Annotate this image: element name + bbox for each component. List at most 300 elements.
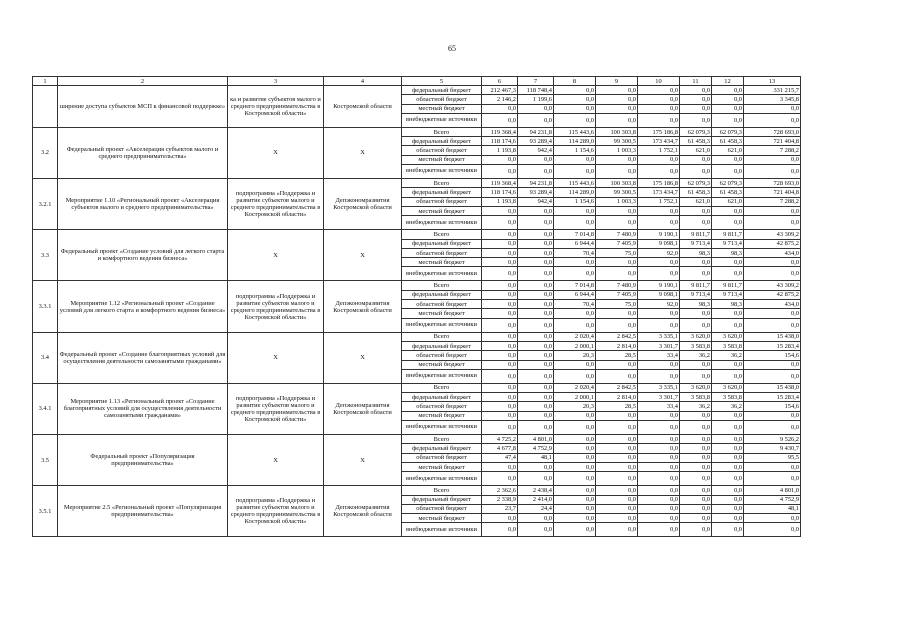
- funding-source: федеральный бюджет: [402, 290, 482, 299]
- amount-cell: 0,0: [518, 393, 554, 402]
- measure-name: Мероприятие 1.12 «Региональный проект «Создание условий для легкого старта и комфортного ведения бизнеса»: [58, 281, 228, 332]
- amount-cell: 621,0: [712, 197, 744, 206]
- funding-source: местный бюджет: [402, 206, 482, 215]
- amount-cell: 0,0: [638, 309, 680, 318]
- amount-cell: 95,5: [744, 453, 801, 462]
- column-number: 10: [638, 77, 680, 86]
- amount-cell: 0,0: [554, 369, 596, 383]
- amount-cell: 2 000,1: [554, 341, 596, 350]
- program-name: Х: [228, 435, 324, 486]
- amount-cell: 0,0: [482, 411, 518, 420]
- amount-cell: 119 368,4: [482, 179, 518, 188]
- amount-cell: 3 620,0: [712, 383, 744, 392]
- program-name: Х: [228, 127, 324, 178]
- amount-cell: 62 079,3: [680, 179, 712, 188]
- amount-cell: 0,0: [518, 104, 554, 113]
- amount-cell: 100 303,8: [596, 127, 638, 136]
- amount-cell: 0,0: [482, 383, 518, 392]
- amount-cell: 9 713,4: [680, 290, 712, 299]
- amount-cell: 621,0: [680, 197, 712, 206]
- amount-cell: 1 193,8: [482, 197, 518, 206]
- amount-cell: 3 335,1: [638, 383, 680, 392]
- amount-cell: 0,0: [554, 216, 596, 230]
- amount-cell: 0,0: [712, 514, 744, 523]
- executor-name: Депэкономразвития Костромской области: [324, 281, 402, 332]
- amount-cell: 0,0: [712, 258, 744, 267]
- amount-cell: 0,0: [744, 369, 801, 383]
- amount-cell: 2 414,0: [518, 495, 554, 504]
- amount-cell: 98,3: [712, 300, 744, 309]
- amount-cell: 434,0: [744, 248, 801, 257]
- amount-cell: 721 404,8: [744, 188, 801, 197]
- amount-cell: 0,0: [482, 402, 518, 411]
- amount-cell: 0,0: [596, 113, 638, 127]
- amount-cell: 75,0: [596, 300, 638, 309]
- amount-cell: 0,0: [482, 155, 518, 164]
- amount-cell: 942,4: [518, 197, 554, 206]
- funding-source: областной бюджет: [402, 504, 482, 513]
- amount-cell: 1 752,1: [638, 197, 680, 206]
- amount-cell: 3 345,8: [744, 95, 801, 104]
- amount-cell: 24,4: [518, 504, 554, 513]
- funding-source: местный бюджет: [402, 360, 482, 369]
- amount-cell: 0,0: [482, 113, 518, 127]
- amount-cell: 0,0: [518, 369, 554, 383]
- amount-cell: 0,0: [680, 523, 712, 537]
- amount-cell: 92,0: [638, 300, 680, 309]
- amount-cell: 9 713,4: [680, 239, 712, 248]
- amount-cell: 0,0: [518, 239, 554, 248]
- funding-source: федеральный бюджет: [402, 188, 482, 197]
- amount-cell: 0,0: [518, 360, 554, 369]
- amount-cell: 98,3: [712, 248, 744, 257]
- amount-cell: 0,0: [554, 472, 596, 486]
- amount-cell: 0,0: [744, 309, 801, 318]
- amount-cell: 9 526,2: [744, 435, 801, 444]
- amount-cell: 0,0: [680, 360, 712, 369]
- column-number: 9: [596, 77, 638, 86]
- funding-source: внебюджетные источники: [402, 421, 482, 435]
- amount-cell: 0,0: [638, 267, 680, 281]
- amount-cell: 0,0: [680, 444, 712, 453]
- funding-source: внебюджетные источники: [402, 113, 482, 127]
- amount-cell: 0,0: [554, 411, 596, 420]
- program-name: подпрограмма «Поддержка и развитие субъектов малого и среднего предпринимательства в Костромской области»: [228, 486, 324, 537]
- amount-cell: 7 014,8: [554, 281, 596, 290]
- amount-cell: 0,0: [554, 421, 596, 435]
- amount-cell: 728 693,0: [744, 127, 801, 136]
- row-id: 3.5.1: [33, 486, 58, 537]
- row-id: 3.4.1: [33, 383, 58, 434]
- amount-cell: 0,0: [638, 86, 680, 95]
- amount-cell: 0,0: [518, 383, 554, 392]
- amount-cell: 1 193,8: [482, 146, 518, 155]
- amount-cell: 114 289,0: [554, 137, 596, 146]
- amount-cell: 0,0: [638, 113, 680, 127]
- amount-cell: 0,0: [482, 360, 518, 369]
- amount-cell: 0,0: [680, 155, 712, 164]
- amount-cell: 48,1: [518, 453, 554, 462]
- amount-cell: 0,0: [518, 351, 554, 360]
- funding-source: местный бюджет: [402, 514, 482, 523]
- amount-cell: 92,0: [638, 248, 680, 257]
- amount-cell: 3 583,8: [680, 393, 712, 402]
- amount-cell: 118 174,6: [482, 188, 518, 197]
- column-number: 6: [482, 77, 518, 86]
- amount-cell: 62 079,3: [680, 127, 712, 136]
- funding-source: областной бюджет: [402, 402, 482, 411]
- amount-cell: 0,0: [712, 86, 744, 95]
- amount-cell: 0,0: [680, 86, 712, 95]
- amount-cell: 0,0: [638, 95, 680, 104]
- amount-cell: 175 186,8: [638, 127, 680, 136]
- amount-cell: 0,0: [554, 523, 596, 537]
- column-number: 5: [402, 77, 482, 86]
- amount-cell: 99 300,5: [596, 188, 638, 197]
- amount-cell: 94 231,8: [518, 127, 554, 136]
- amount-cell: 0,0: [596, 462, 638, 471]
- amount-cell: 0,0: [638, 155, 680, 164]
- row-id: 3.3.1: [33, 281, 58, 332]
- amount-cell: 0,0: [518, 165, 554, 179]
- funding-source: внебюджетные источники: [402, 369, 482, 383]
- amount-cell: 0,0: [518, 230, 554, 239]
- amount-cell: 61 458,3: [712, 188, 744, 197]
- amount-cell: 0,0: [744, 472, 801, 486]
- amount-cell: 0,0: [712, 360, 744, 369]
- funding-source: Всего: [402, 332, 482, 341]
- amount-cell: 0,0: [680, 411, 712, 420]
- amount-cell: 0,0: [596, 95, 638, 104]
- amount-cell: 1 003,3: [596, 197, 638, 206]
- amount-cell: 0,0: [554, 318, 596, 332]
- amount-cell: 0,0: [518, 318, 554, 332]
- amount-cell: 0,0: [680, 95, 712, 104]
- amount-cell: 36,2: [712, 402, 744, 411]
- amount-cell: 0,0: [554, 155, 596, 164]
- amount-cell: 0,0: [482, 472, 518, 486]
- amount-cell: 0,0: [680, 435, 712, 444]
- amount-cell: 15 438,0: [744, 332, 801, 341]
- amount-cell: 70,4: [554, 248, 596, 257]
- amount-cell: 0,0: [596, 318, 638, 332]
- amount-cell: 2 000,1: [554, 393, 596, 402]
- amount-cell: 0,0: [518, 341, 554, 350]
- amount-cell: 4 677,8: [482, 444, 518, 453]
- amount-cell: 118 174,6: [482, 137, 518, 146]
- funding-source: федеральный бюджет: [402, 393, 482, 402]
- amount-cell: 36,2: [712, 351, 744, 360]
- amount-cell: 28,5: [596, 351, 638, 360]
- amount-cell: 4 752,9: [744, 495, 801, 504]
- funding-source: федеральный бюджет: [402, 444, 482, 453]
- amount-cell: 9 811,7: [680, 230, 712, 239]
- measure-name: Федеральный проект «Создание условий для легкого старта и комфортного ведения бизнеса»: [58, 230, 228, 281]
- measure-name: Мероприятие 2.5 «Региональный проект «Популяризация предпринимательства»: [58, 486, 228, 537]
- amount-cell: 0,0: [482, 369, 518, 383]
- amount-cell: 0,0: [712, 462, 744, 471]
- amount-cell: 0,0: [638, 486, 680, 495]
- amount-cell: 0,0: [712, 453, 744, 462]
- measure-name: Федеральный проект «Создание благоприятных условий для осуществления деятельности самозанятыми гражданами»: [58, 332, 228, 383]
- amount-cell: 93 289,4: [518, 188, 554, 197]
- amount-cell: 0,0: [596, 309, 638, 318]
- amount-cell: 0,0: [482, 393, 518, 402]
- amount-cell: 0,0: [518, 258, 554, 267]
- column-number-row: [33, 77, 801, 86]
- amount-cell: 15 283,4: [744, 393, 801, 402]
- executor-name: Депэкономразвития Костромской области: [324, 179, 402, 230]
- amount-cell: 0,0: [482, 281, 518, 290]
- column-number: 12: [712, 77, 744, 86]
- amount-cell: 0,0: [744, 411, 801, 420]
- amount-cell: 61 458,3: [680, 188, 712, 197]
- amount-cell: 0,0: [680, 421, 712, 435]
- executor-name: Депэкономразвития Костромской области: [324, 383, 402, 434]
- amount-cell: 0,0: [744, 104, 801, 113]
- amount-cell: 0,0: [596, 86, 638, 95]
- amount-cell: 0,0: [518, 332, 554, 341]
- executor-name: Х: [324, 435, 402, 486]
- amount-cell: 2 842,5: [596, 383, 638, 392]
- amount-cell: 0,0: [482, 318, 518, 332]
- amount-cell: 2 362,6: [482, 486, 518, 495]
- amount-cell: 0,0: [518, 113, 554, 127]
- amount-cell: 0,0: [596, 165, 638, 179]
- amount-cell: 3 301,7: [638, 393, 680, 402]
- amount-cell: 0,0: [638, 435, 680, 444]
- column-number: 13: [744, 77, 801, 86]
- amount-cell: 0,0: [554, 258, 596, 267]
- amount-cell: 0,0: [712, 523, 744, 537]
- funding-source: областной бюджет: [402, 146, 482, 155]
- measure-name: Федеральный проект «Популяризация предпринимательства»: [58, 435, 228, 486]
- executor-name: Депэкономразвития Костромской области: [324, 486, 402, 537]
- amount-cell: 6 944,4: [554, 290, 596, 299]
- amount-cell: 3 301,7: [638, 341, 680, 350]
- table-row: [33, 179, 801, 188]
- amount-cell: 0,0: [518, 402, 554, 411]
- executor-name: Костромской области: [324, 86, 402, 128]
- amount-cell: 1 154,6: [554, 197, 596, 206]
- amount-cell: 0,0: [482, 309, 518, 318]
- amount-cell: 0,0: [596, 155, 638, 164]
- table-row: [33, 281, 801, 290]
- amount-cell: 0,0: [596, 104, 638, 113]
- funding-source: областной бюджет: [402, 351, 482, 360]
- amount-cell: 47,4: [482, 453, 518, 462]
- amount-cell: 115 443,6: [554, 127, 596, 136]
- column-number: 4: [324, 77, 402, 86]
- program-name: Х: [228, 332, 324, 383]
- amount-cell: 0,0: [596, 258, 638, 267]
- funding-source: Всего: [402, 179, 482, 188]
- amount-cell: 6 944,4: [554, 239, 596, 248]
- amount-cell: 0,0: [712, 104, 744, 113]
- amount-cell: 0,0: [554, 453, 596, 462]
- program-name: Х: [228, 230, 324, 281]
- amount-cell: 0,0: [482, 248, 518, 257]
- amount-cell: 0,0: [712, 216, 744, 230]
- table-row: [33, 332, 801, 341]
- amount-cell: 0,0: [518, 267, 554, 281]
- amount-cell: 0,0: [596, 206, 638, 215]
- amount-cell: 119 368,4: [482, 127, 518, 136]
- amount-cell: 0,0: [554, 206, 596, 215]
- amount-cell: 154,6: [744, 351, 801, 360]
- amount-cell: 9 811,7: [712, 230, 744, 239]
- amount-cell: 0,0: [712, 95, 744, 104]
- amount-cell: 0,0: [518, 290, 554, 299]
- funding-source: Всего: [402, 486, 482, 495]
- amount-cell: 15 283,4: [744, 341, 801, 350]
- amount-cell: 0,0: [744, 216, 801, 230]
- table-row: [33, 127, 801, 136]
- amount-cell: 0,0: [596, 435, 638, 444]
- amount-cell: 0,0: [518, 514, 554, 523]
- amount-cell: 0,0: [638, 472, 680, 486]
- amount-cell: 1 003,3: [596, 146, 638, 155]
- amount-cell: 0,0: [680, 104, 712, 113]
- amount-cell: 173 434,7: [638, 137, 680, 146]
- funding-source: Всего: [402, 127, 482, 136]
- amount-cell: 0,0: [482, 230, 518, 239]
- amount-cell: 4 752,9: [518, 444, 554, 453]
- amount-cell: 36,2: [680, 402, 712, 411]
- row-id: 3.3: [33, 230, 58, 281]
- amount-cell: 23,7: [482, 504, 518, 513]
- amount-cell: 43 309,2: [744, 230, 801, 239]
- amount-cell: 0,0: [482, 239, 518, 248]
- funding-source: областной бюджет: [402, 197, 482, 206]
- funding-source: областной бюджет: [402, 95, 482, 104]
- amount-cell: 3 620,0: [680, 383, 712, 392]
- row-id: 3.2: [33, 127, 58, 178]
- amount-cell: 0,0: [712, 206, 744, 215]
- amount-cell: 0,0: [554, 462, 596, 471]
- funding-source: федеральный бюджет: [402, 137, 482, 146]
- funding-source: федеральный бюджет: [402, 239, 482, 248]
- funding-source: областной бюджет: [402, 300, 482, 309]
- amount-cell: 0,0: [712, 495, 744, 504]
- amount-cell: 0,0: [680, 369, 712, 383]
- amount-cell: 0,0: [554, 360, 596, 369]
- amount-cell: 99 300,5: [596, 137, 638, 146]
- row-id: 3.5: [33, 435, 58, 486]
- amount-cell: 0,0: [712, 309, 744, 318]
- amount-cell: 3 583,8: [712, 341, 744, 350]
- amount-cell: 0,0: [482, 300, 518, 309]
- amount-cell: 0,0: [482, 165, 518, 179]
- amount-cell: 42 875,2: [744, 290, 801, 299]
- page-number: 65: [448, 44, 456, 53]
- amount-cell: 0,0: [680, 267, 712, 281]
- amount-cell: 0,0: [554, 309, 596, 318]
- amount-cell: 0,0: [518, 462, 554, 471]
- funding-source: федеральный бюджет: [402, 341, 482, 350]
- table-row: [33, 486, 801, 495]
- amount-cell: 7 480,9: [596, 281, 638, 290]
- amount-cell: 98,3: [680, 248, 712, 257]
- amount-cell: 0,0: [712, 435, 744, 444]
- amount-cell: 0,0: [712, 472, 744, 486]
- amount-cell: 0,0: [482, 332, 518, 341]
- amount-cell: 212 467,3: [482, 86, 518, 95]
- amount-cell: 0,0: [638, 462, 680, 471]
- funding-source: внебюджетные источники: [402, 165, 482, 179]
- amount-cell: 20,3: [554, 402, 596, 411]
- column-number: 1: [33, 77, 58, 86]
- amount-cell: 0,0: [712, 155, 744, 164]
- amount-cell: 0,0: [680, 216, 712, 230]
- amount-cell: 0,0: [596, 523, 638, 537]
- amount-cell: 0,0: [596, 267, 638, 281]
- amount-cell: 7 288,2: [744, 197, 801, 206]
- row-id: 3.2.1: [33, 179, 58, 230]
- amount-cell: 0,0: [680, 514, 712, 523]
- amount-cell: 98,3: [680, 300, 712, 309]
- funding-source: местный бюджет: [402, 411, 482, 420]
- amount-cell: 62 079,3: [712, 179, 744, 188]
- amount-cell: 9 713,4: [712, 239, 744, 248]
- amount-cell: 2 814,0: [596, 393, 638, 402]
- amount-cell: 0,0: [680, 453, 712, 462]
- amount-cell: 2 146,2: [482, 95, 518, 104]
- amount-cell: 0,0: [596, 216, 638, 230]
- amount-cell: 0,0: [596, 472, 638, 486]
- amount-cell: 33,4: [638, 402, 680, 411]
- amount-cell: 0,0: [680, 318, 712, 332]
- funding-source: федеральный бюджет: [402, 86, 482, 95]
- amount-cell: 0,0: [554, 86, 596, 95]
- amount-cell: 7 405,9: [596, 290, 638, 299]
- column-number: 11: [680, 77, 712, 86]
- funding-source: местный бюджет: [402, 104, 482, 113]
- amount-cell: 48,1: [744, 504, 801, 513]
- amount-cell: 3 620,0: [712, 332, 744, 341]
- funding-source: Всего: [402, 230, 482, 239]
- amount-cell: 7 480,9: [596, 230, 638, 239]
- measure-name: Мероприятие 1.10 «Региональный проект «Акселерация субъектов малого и среднего предпринимательства»: [58, 179, 228, 230]
- amount-cell: 0,0: [744, 360, 801, 369]
- amount-cell: 173 434,7: [638, 188, 680, 197]
- amount-cell: 0,0: [482, 341, 518, 350]
- amount-cell: 0,0: [482, 523, 518, 537]
- program-name: подпрограмма «Поддержка и развитие субъектов малого и среднего предпринимательства в Костромской области»: [228, 281, 324, 332]
- amount-cell: 0,0: [680, 462, 712, 471]
- amount-cell: 0,0: [712, 421, 744, 435]
- amount-cell: 0,0: [518, 281, 554, 290]
- amount-cell: 0,0: [554, 104, 596, 113]
- amount-cell: 0,0: [712, 318, 744, 332]
- amount-cell: 0,0: [596, 486, 638, 495]
- amount-cell: 0,0: [712, 486, 744, 495]
- amount-cell: 0,0: [638, 258, 680, 267]
- amount-cell: 0,0: [518, 309, 554, 318]
- funding-source: местный бюджет: [402, 309, 482, 318]
- column-number: 3: [228, 77, 324, 86]
- amount-cell: 94 231,8: [518, 179, 554, 188]
- amount-cell: 2 020,4: [554, 383, 596, 392]
- amount-cell: 3 620,0: [680, 332, 712, 341]
- amount-cell: 0,0: [596, 453, 638, 462]
- amount-cell: 0,0: [744, 267, 801, 281]
- amount-cell: 0,0: [518, 421, 554, 435]
- amount-cell: 1 154,6: [554, 146, 596, 155]
- amount-cell: 0,0: [554, 435, 596, 444]
- funding-source: местный бюджет: [402, 155, 482, 164]
- amount-cell: 0,0: [680, 486, 712, 495]
